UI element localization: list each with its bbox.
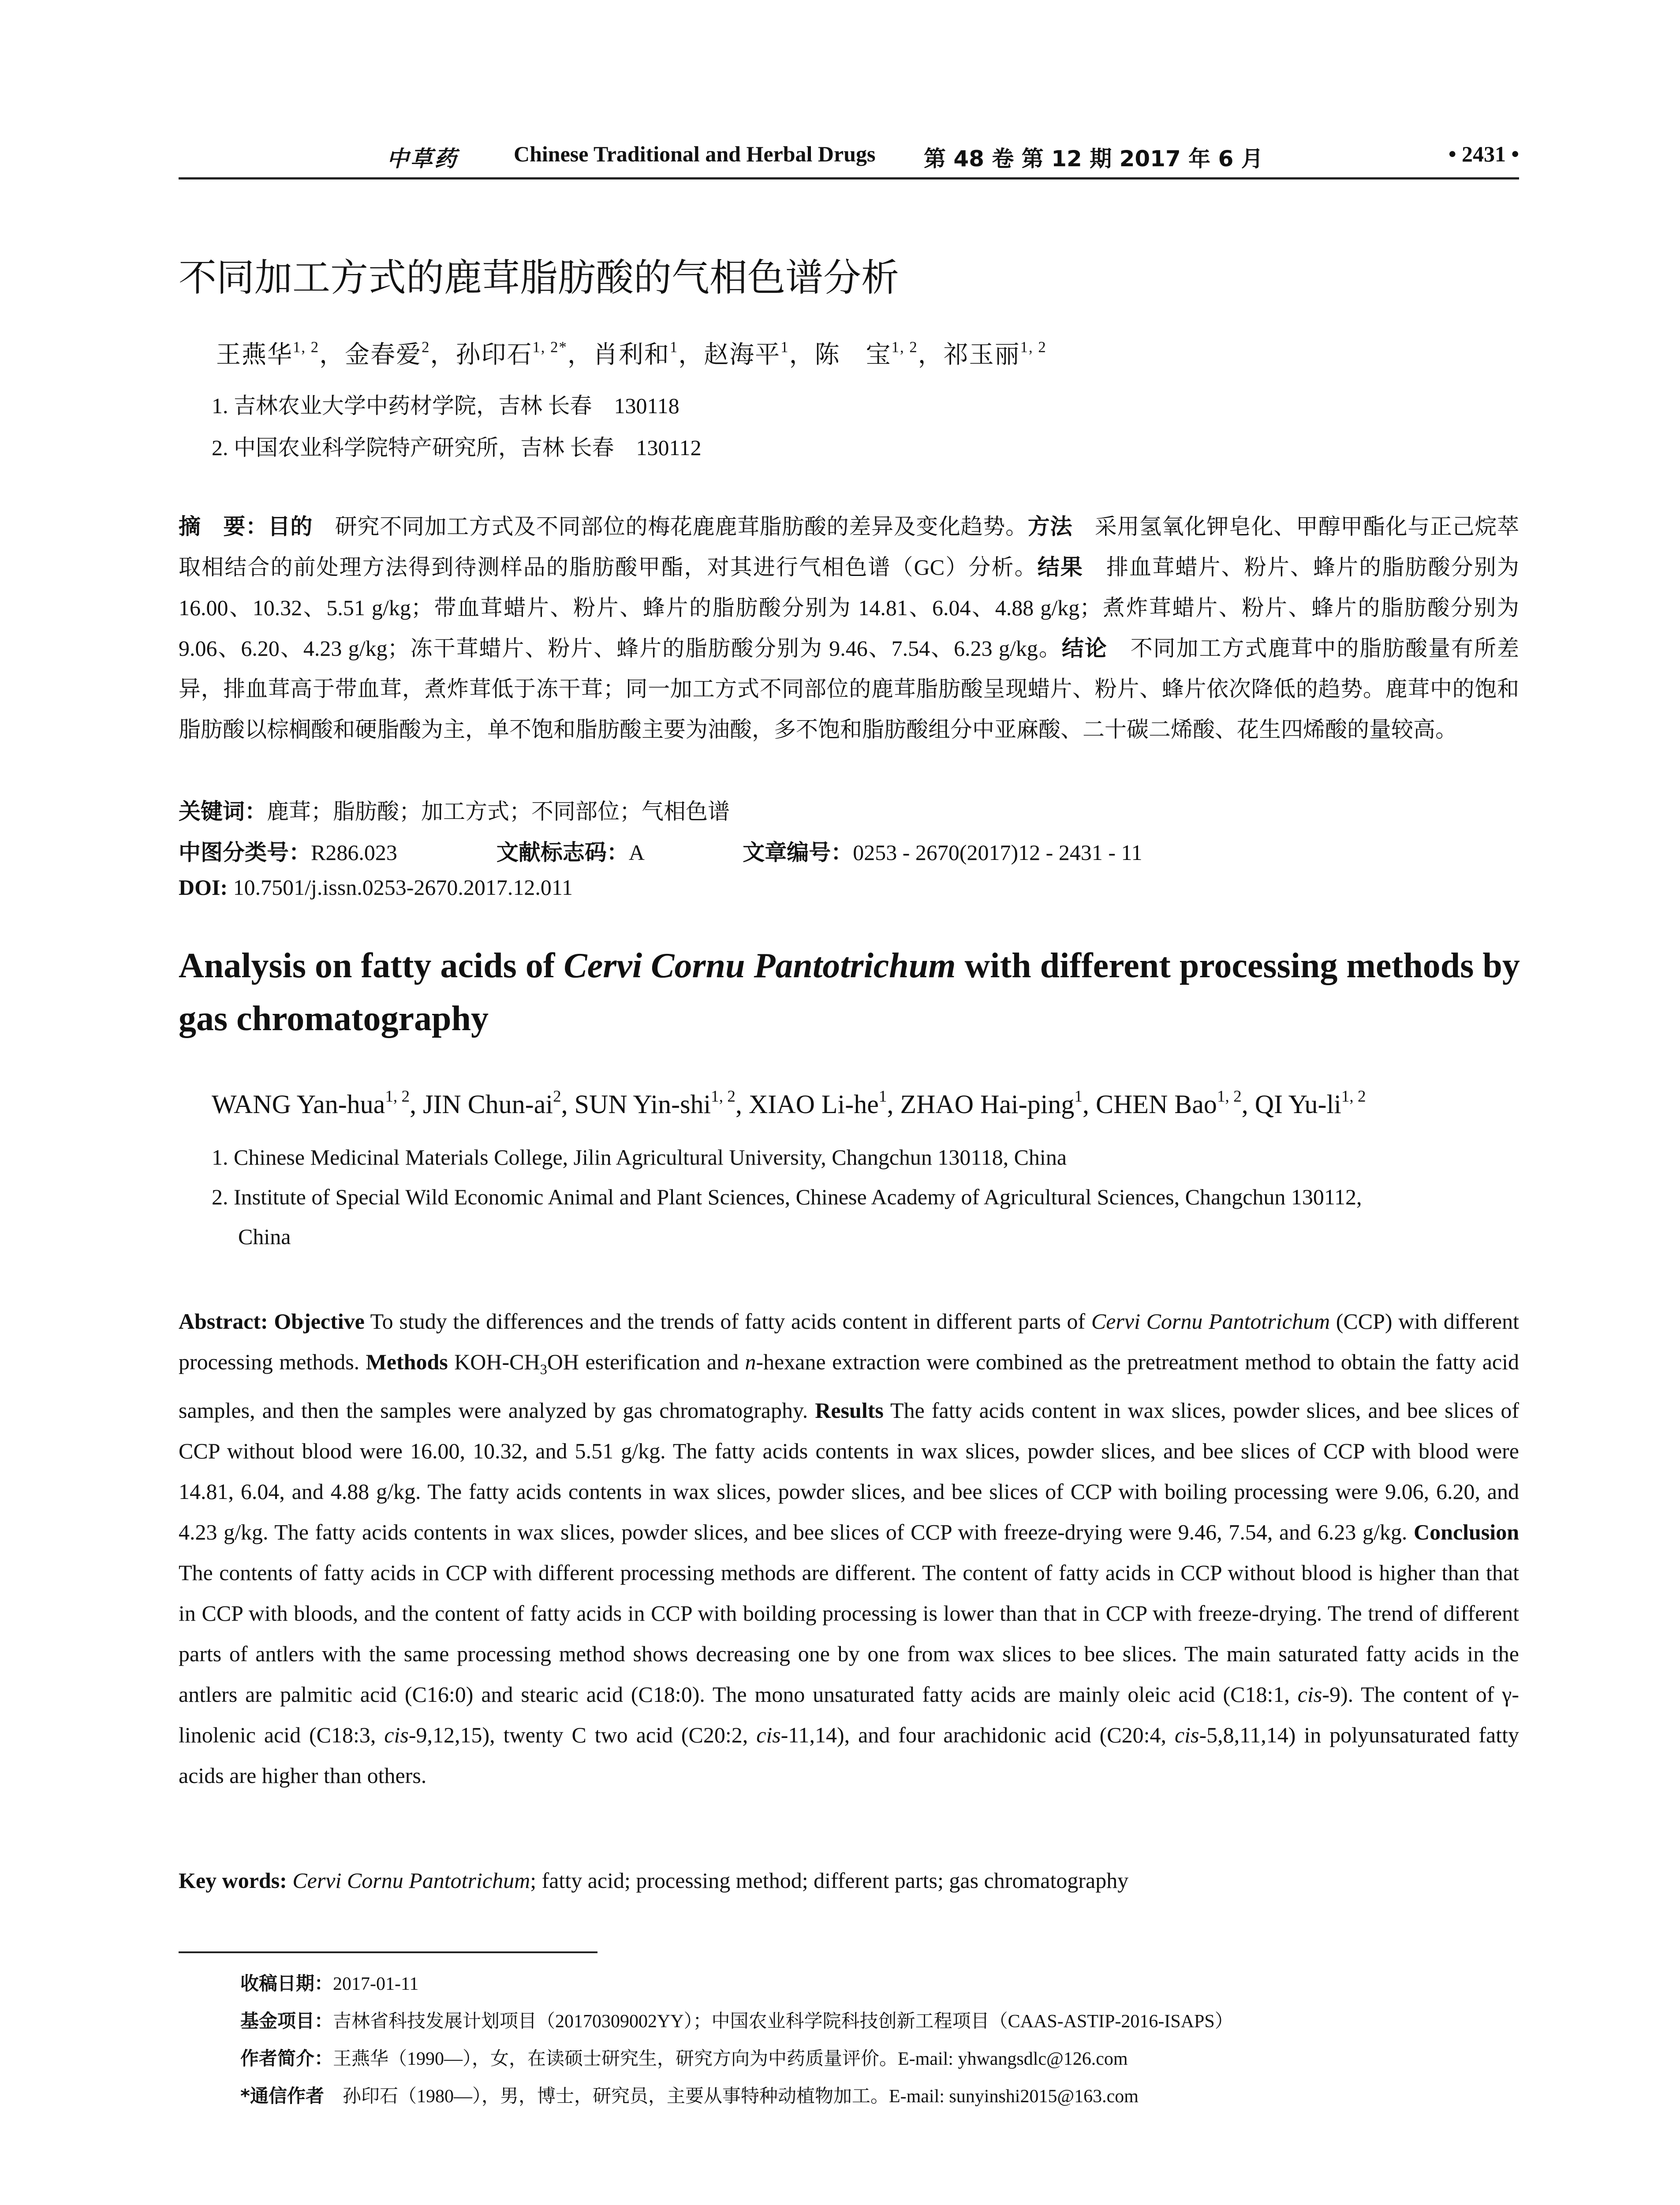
clc-value: R286.023 xyxy=(311,840,397,865)
footnote-corresponding xyxy=(240,2082,1139,2108)
objective-en-a: To study the differences and the trends of fatty acids content in different parts of xyxy=(364,1309,1091,1334)
keywords-zh-value: 鹿茸；脂肪酸；加工方式；不同部位；气相色谱 xyxy=(267,799,730,824)
results-zh-label: 结果 xyxy=(1037,554,1083,580)
conclusion-en-a: The contents of fatty acids in CCP with different processing methods are different. The content of fatty acids in CCP without blood is higher than that in CCP with bloods, and the content of fatty acids in CCP with boilding processing is lower than that in CCP with freeze-drying. The trend of different parts of antlers with the same processing method shows decreasing one by one from wax slices to bee slices. The main saturated fatty acids in the antlers are palmitic acid (C16:0) and stearic acid (C18:0). The mono unsaturated fatty acids are mainly oleic acid (C18:1, xyxy=(179,1560,1519,1707)
corresponding-text: 孙印石（1980—），男，博士，研究员，主要从事特种动植物加工。E-mail: sunyinshi2015@163.com xyxy=(324,2086,1139,2107)
methods-en-c: -hexane extraction were combined as the pretreatment method to obtain the fatty acid samples, and then the samples were analyzed by gas chromatography. xyxy=(179,1349,1519,1423)
abstract-zh xyxy=(179,506,1519,750)
conclusion-en-e: -5,8,11,14) in polyunsaturated fatty acids are higher than others. xyxy=(179,1723,1519,1788)
page-number: • 2431 • xyxy=(1448,142,1519,166)
zh-author-affil-mark: 1 xyxy=(780,338,789,356)
zh-author-separator: ， xyxy=(567,341,593,369)
article-number-value: 0253 - 2670(2017)12 - 2431 - 11 xyxy=(853,840,1142,865)
doi-line xyxy=(179,875,573,900)
en-author-name: SUN Yin-shi xyxy=(574,1090,711,1119)
en-author xyxy=(423,1087,575,1119)
en-author xyxy=(574,1087,749,1119)
objective-en-b: (CCP) with different processing methods. xyxy=(179,1309,1519,1374)
conclusion-en-c: -9,12,15), twenty C two acid (C20:2, xyxy=(408,1723,757,1747)
zh-author-separator: ， xyxy=(678,341,704,369)
zh-author-separator: ， xyxy=(430,341,456,369)
zh-author xyxy=(216,338,345,369)
zh-author-name: 祁玉丽 xyxy=(943,341,1020,369)
zh-author-separator: ， xyxy=(918,341,944,369)
zh-author xyxy=(704,338,815,369)
zh-author-name: 金春爱 xyxy=(345,341,422,369)
objective-en-label: Objective xyxy=(274,1309,365,1334)
zh-author-separator: ， xyxy=(789,341,815,369)
footnote-rule xyxy=(179,1951,597,1953)
en-author xyxy=(1254,1087,1366,1119)
doc-code-label: 文献标志码： xyxy=(496,840,629,865)
methods-zh: 采用氢氧化钾皂化、甲醇甲酯化与正己烷萃取相结合的前处理方法得到待测样品的脂肪酸甲酯，对其进行气相色谱（GC）分析。 xyxy=(179,514,1519,579)
results-en: The fatty acids content in wax slices, powder slices, and bee slices of CCP without blood were 16.00, 10.32, and 5.51 g/kg. The fatty acids contents in wax slices, powder slices, and bee slices of CCP with blood were 14.81, 6.04, and 4.88 g/kg. The fatty acids contents in wax slices, powder slices, and bee slices of CCP with boiling processing were 9.06, 6.20, and 4.23 g/kg. The fatty acids contents in wax slices, powder slices, and bee slices of CCP with freeze-drying were 9.46, 7.54, and 6.23 g/kg. xyxy=(179,1398,1519,1544)
title-en-part1: Analysis on fatty acids of xyxy=(179,946,564,985)
affiliation-en-2-cont: China xyxy=(238,1224,291,1249)
title-en-part2: with different processing methods by gas chromatography xyxy=(179,946,1520,1038)
en-author-name: WANG Yan-hua xyxy=(212,1090,385,1119)
doi-label: DOI: xyxy=(179,875,228,900)
abstract-en xyxy=(179,1301,1519,1796)
fund-text: 吉林省科技发展计划项目（20170309002YY）；中国农业科学院科技创新工程项目（CAAS-ASTIP-2016-ISAPS） xyxy=(333,2011,1233,2032)
en-author-name: JIN Chun-ai xyxy=(423,1090,553,1119)
en-author-name: ZHAO Hai-ping xyxy=(900,1090,1075,1119)
en-author xyxy=(212,1087,423,1119)
zh-author-affil-mark: 1, 2* xyxy=(532,338,567,356)
en-author-name: QI Yu-li xyxy=(1254,1090,1341,1119)
conclusion-en-b: -9). The content of γ-linolenic acid (C18:3, xyxy=(179,1682,1519,1747)
keywords-en-rest: ; fatty acid; processing method; different parts; gas chromatography xyxy=(530,1868,1129,1893)
en-author-separator: , xyxy=(561,1090,575,1119)
conclusion-en-label: Conclusion xyxy=(1414,1520,1519,1544)
en-author-affil-mark: 1, 2 xyxy=(711,1087,735,1106)
zh-author-name: 王燕华 xyxy=(216,341,293,369)
running-header xyxy=(179,132,1519,179)
classification-line xyxy=(179,835,1142,867)
journal-name-en: Chinese Traditional and Herbal Drugs xyxy=(514,142,876,166)
en-author-separator: , xyxy=(1241,1090,1255,1119)
abstract-en-label: Abstract: xyxy=(179,1309,268,1334)
zh-author-separator: ， xyxy=(319,341,345,369)
en-author xyxy=(1095,1087,1255,1119)
corresponding-label: *通信作者 xyxy=(240,2085,324,2107)
header-rule xyxy=(179,177,1519,179)
clc-label: 中图分类号： xyxy=(179,840,311,865)
zh-author-name: 赵海平 xyxy=(704,341,781,369)
results-zh: 排血茸蜡片、粉片、蜂片的脂肪酸分别为 16.00、10.32、5.51 g/kg；带血茸蜡片、粉片、蜂片的脂肪酸分别为 14.81、6.04、4.88 g/kg；煮炸茸蜡片、粉片、蜂片的脂肪酸分别为 9.06、6.20、4.23 g/kg；冻干茸蜡片、粉片、蜂片的脂肪酸分别为 9.46、7.54、6.23 g/kg。 xyxy=(179,555,1519,661)
affiliation-en-2: 2. Institute of Special Wild Economic Animal and Plant Sciences, Chinese Academy of Agricultural Sciences, Changchun 130112, xyxy=(212,1185,1362,1209)
en-author-affil-mark: 1, 2 xyxy=(385,1087,410,1106)
en-author-separator: , xyxy=(735,1090,749,1119)
en-author-affil-mark: 1 xyxy=(878,1087,887,1106)
objective-en-italic: Cervi Cornu Pantotrichum xyxy=(1091,1309,1330,1334)
keywords-en-label: Key words: xyxy=(179,1868,287,1893)
methods-zh-label: 方法 xyxy=(1027,514,1073,539)
footnote-fund xyxy=(240,2007,1233,2033)
author-bio-text: 王燕华（1990—），女，在读硕士研究生，研究方向为中药质量评价。E-mail: yhwangsdlc@126.com xyxy=(333,2049,1128,2069)
conclusion-zh: 不同加工方式鹿茸中的脂肪酸量有所差异，排血茸高于带血茸，煮炸茸低于冻干茸；同一加工方式不同部位的鹿茸脂肪酸呈现蜡片、粉片、蜂片依次降低的趋势。鹿茸中的饱和脂肪酸以棕榈酸和硬脂酸为主，单不饱和脂肪酸主要为油酸，多不饱和脂肪酸组分中亚麻酸、二十碳二烯酸、花生四烯酸的量较高。 xyxy=(179,636,1519,742)
affiliation-zh-1: 1. 吉林农业大学中药材学院，吉林 长春 130118 xyxy=(212,393,679,418)
zh-author-name: 陈 宝 xyxy=(814,341,892,369)
zh-author xyxy=(593,338,704,369)
keywords-en xyxy=(179,1868,1128,1893)
zh-author-affil-mark: 1 xyxy=(669,338,679,356)
authors-en xyxy=(212,1089,1366,1120)
zh-author-affil-mark: 1, 2 xyxy=(1020,338,1047,356)
affiliation-en-1: 1. Chinese Medicinal Materials College, Jilin Agricultural University, Changchun 130118, China xyxy=(212,1145,1067,1170)
methods-en-sub: 3 xyxy=(540,1362,547,1378)
fund-label: 基金项目： xyxy=(240,2010,333,2032)
title-en-italic: Cervi Cornu Pantotrichum xyxy=(564,946,956,985)
en-author xyxy=(748,1087,900,1119)
results-en-label: Results xyxy=(815,1398,884,1423)
zh-author-affil-mark: 2 xyxy=(422,338,430,356)
en-author xyxy=(900,1087,1096,1119)
footnote-author xyxy=(240,2044,1128,2070)
cis-3: cis xyxy=(756,1723,781,1747)
en-author-affil-mark: 1 xyxy=(1074,1087,1083,1106)
en-author-affil-mark: 2 xyxy=(553,1087,561,1106)
en-author-affil-mark: 1, 2 xyxy=(1217,1087,1242,1106)
doc-code-value: A xyxy=(628,840,644,865)
received-date: 2017-01-11 xyxy=(333,1974,419,1994)
en-author-affil-mark: 1, 2 xyxy=(1341,1087,1366,1106)
zh-author-name: 孙印石 xyxy=(455,341,533,369)
issue-info: 第 48 卷 第 12 期 2017 年 6 月 xyxy=(924,146,1263,172)
en-author-separator: , xyxy=(410,1090,423,1119)
zh-author xyxy=(943,338,1047,369)
zh-author xyxy=(814,338,944,369)
cis-2: cis xyxy=(384,1723,409,1747)
cis-4: cis xyxy=(1174,1723,1199,1747)
zh-author-name: 肖利和 xyxy=(593,341,670,369)
cis-1: cis xyxy=(1297,1682,1322,1707)
abstract-zh-label: 摘 要： xyxy=(179,514,268,539)
conclusion-en-d: -11,14), and four arachidonic acid (C20:4, xyxy=(780,1723,1175,1747)
author-bio-label: 作者简介： xyxy=(240,2048,333,2069)
en-author-name: CHEN Bao xyxy=(1095,1090,1217,1119)
doi-value: 10.7501/j.issn.0253-2670.2017.12.011 xyxy=(228,875,573,900)
journal-name-zh: 中草药 xyxy=(387,146,458,172)
article-number-label: 文章编号： xyxy=(743,840,853,865)
en-author-separator: , xyxy=(1082,1090,1096,1119)
methods-en-b: OH esterification and xyxy=(547,1349,745,1374)
objective-zh-label: 目的 xyxy=(268,514,313,539)
keywords-en-italic: Cervi Cornu Pantotrichum xyxy=(287,1868,530,1893)
authors-zh xyxy=(216,335,1047,370)
zh-author-affil-mark: 1, 2 xyxy=(891,338,918,356)
zh-author xyxy=(455,338,593,369)
methods-en-italic: n xyxy=(745,1349,756,1374)
keywords-zh xyxy=(179,794,730,826)
en-author-separator: , xyxy=(887,1090,900,1119)
affiliation-zh-2: 2. 中国农业科学院特产研究所，吉林 长春 130112 xyxy=(212,435,702,460)
conclusion-zh-label: 结论 xyxy=(1061,635,1108,661)
received-label: 收稿日期： xyxy=(240,1973,333,1994)
title-zh: 不同加工方式的鹿茸脂肪酸的气相色谱分析 xyxy=(179,256,899,300)
footnote-received xyxy=(240,1969,418,1996)
keywords-zh-label: 关键词： xyxy=(179,799,267,824)
title-en xyxy=(179,939,1546,1045)
objective-zh: 研究不同加工方式及不同部位的梅花鹿鹿茸脂肪酸的差异及变化趋势。 xyxy=(313,514,1028,539)
en-author-name: XIAO Li-he xyxy=(748,1090,879,1119)
methods-en-a: KOH-CH xyxy=(448,1349,540,1374)
zh-author-affil-mark: 1, 2 xyxy=(293,338,320,356)
zh-author xyxy=(345,338,456,369)
methods-en-label: Methods xyxy=(366,1349,448,1374)
